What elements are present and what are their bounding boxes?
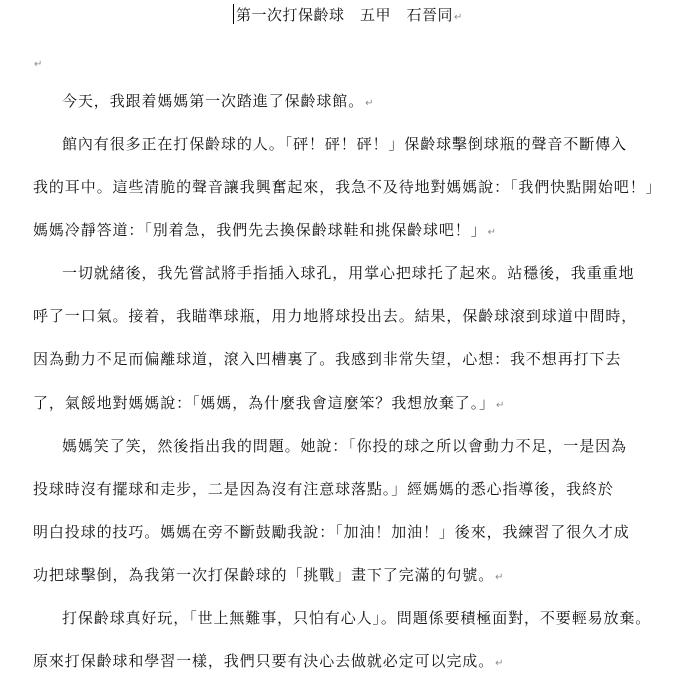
body-line[interactable]: 館內有很多正在打保齡球的人。「砰！砰！砰！」保齡球擊倒球瓶的聲音不斷傳入 [62, 135, 627, 153]
body-line[interactable]: 明白投球的技巧。媽媽在旁不斷鼓勵我說：「加油！加油！」後來，我練習了很久才成 [33, 523, 630, 541]
body-line[interactable]: 我的耳中。這些清脆的聲音讓我興奮起來，我急不及待地對媽媽說：「我們快點開始吧！」 [33, 178, 662, 196]
empty-paragraph[interactable] [33, 52, 42, 71]
paragraph-mark-icon: ↵ [495, 658, 505, 669]
body-line[interactable]: 一切就緒後，我先嘗試將手指插入球孔，用掌心把球托了起來。站穩後，我重重地 [62, 264, 635, 282]
title-text: 第一次打保齡球 五甲 石晉同 [236, 6, 454, 24]
paragraph-mark-icon: ↵ [454, 12, 463, 23]
body-line[interactable]: 因為動力不足而偏離球道，滾入凹槽裏了。我感到非常失望，心想：我不想再打下去 [33, 350, 622, 368]
document-title[interactable] [236, 5, 463, 28]
body-line[interactable]: 功把球擊倒，為我第一次打保齡球的「挑戰」畫下了完滿的句號。↵ [33, 566, 505, 584]
body-line[interactable]: 今天，我跟着媽媽第一次踏進了保齡球館。↵ [62, 92, 375, 110]
body-line[interactable]: 投球時沒有擺球和走步，二是因為沒有注意球落點。」經媽媽的悉心指導後，我終於 [33, 480, 614, 498]
body-line[interactable]: 媽媽冷靜答道：「別着急，我們先去換保齡球鞋和挑保齡球吧！」↵ [33, 221, 497, 239]
paragraph-mark-icon: ↵ [34, 59, 43, 70]
body-line[interactable]: 打保齡球真好玩，「世上無難事，只怕有心人」。問題係要積極面對，不要輕易放棄。 [62, 609, 652, 627]
body-line[interactable]: 原來打保齡球和學習一樣，我們只要有決心去做就必定可以完成。↵ [33, 652, 505, 670]
paragraph-mark-icon: ↵ [496, 400, 506, 411]
paragraph-mark-icon: ↵ [487, 227, 497, 238]
paragraph-mark-icon: ↵ [495, 572, 505, 583]
body-line[interactable]: 了，氣餒地對媽媽說：「媽媽，為什麼我會這麼笨？我想放棄了。」↵ [33, 394, 506, 412]
body-line[interactable]: 媽媽笑了笑，然後指出我的問題。她說：「你投的球之所以會動力不足，一是因為 [62, 437, 627, 455]
text-cursor [233, 4, 234, 24]
body-line[interactable]: 呼了一口氣。接着，我瞄準球瓶，用力地將球投出去。結果，保齡球滾到球道中間時， [33, 307, 638, 325]
paragraph-mark-icon: ↵ [365, 98, 375, 109]
